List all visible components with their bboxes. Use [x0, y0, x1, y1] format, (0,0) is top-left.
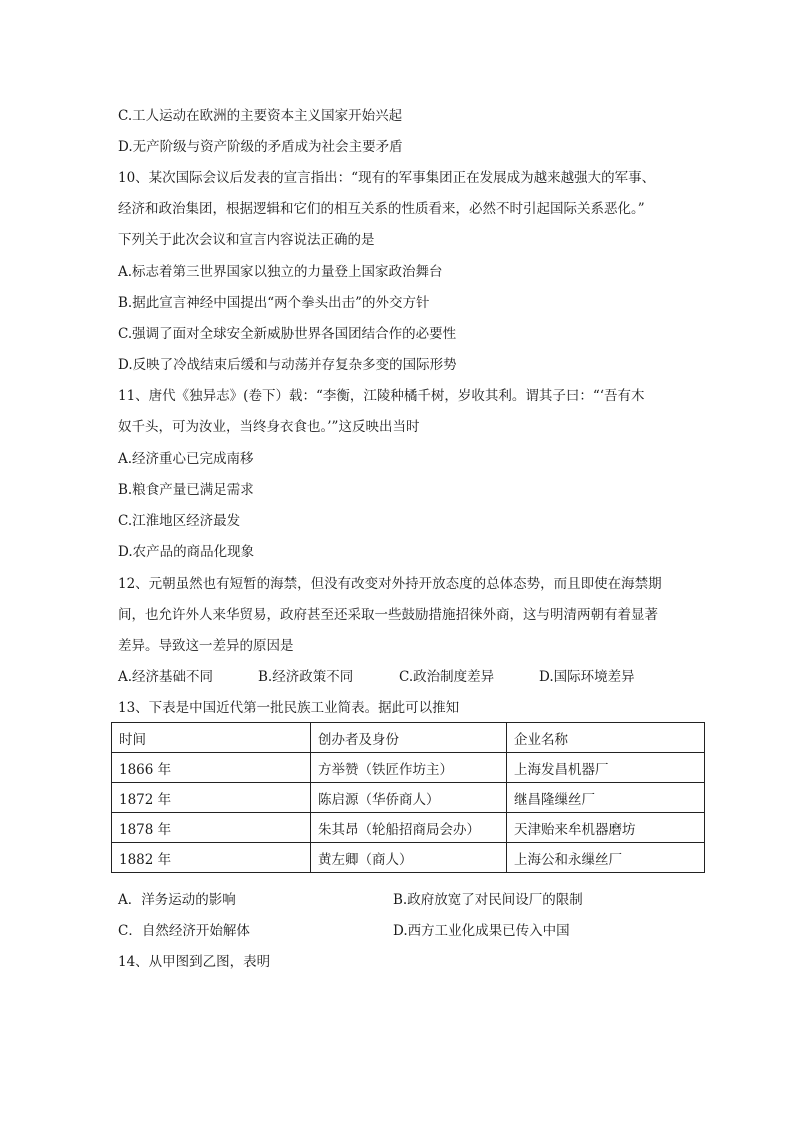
cell-founder: 黄左卿（商人）: [311, 843, 507, 873]
q13-options-row-2: [118, 919, 708, 939]
table-row: [112, 843, 705, 873]
header-founder: 创办者及身份: [311, 723, 507, 753]
q11-option-d: D.农产品的商品化现象: [118, 544, 255, 560]
q12-option-c: C.政治制度差异: [399, 669, 495, 685]
cell-time: 1878 年: [112, 813, 311, 843]
header-time: 时间: [112, 723, 311, 753]
q10-stem-line-3: 下列关于此次会议和宣言内容说法正确的是: [118, 232, 375, 248]
cell-time: 1882 年: [112, 843, 311, 873]
q13-option-d: D.西方工业化成果已传入中国: [393, 923, 570, 939]
q12-option-b: B.经济政策不同: [258, 669, 354, 685]
q10-stem-line-1: 10、某次国际会议后发表的宣言指出：“现有的军事集团正在发展成为越来越强大的军事、: [118, 170, 656, 186]
q11-option-a: A.经济重心已完成南移: [118, 451, 254, 467]
q12-option-d: D.国际环境差异: [539, 669, 635, 685]
q10-stem-line-2: 经济和政治集团，根据逻辑和它们的相互关系的性质看来，必然不时引起国际关系恶化。”: [118, 201, 645, 217]
q11-stem-line-1: 11、唐代《独异志》(卷下）载：“李衡，江陵种橘千树，岁收其利。谓其子曰：“‘吾有木: [118, 388, 645, 404]
cell-enterprise: 继昌隆缫丝厂: [507, 783, 705, 813]
q11-option-b: B.粮食产量已满足需求: [118, 482, 254, 498]
q12-options: [118, 665, 708, 685]
q10-option-b: B.据此宣言神经中国提出“两个拳头出击”的外交方针: [118, 295, 430, 311]
q13-options-row-1: [118, 888, 708, 908]
industry-table: [111, 722, 705, 873]
q13-stem: 13、下表是中国近代第一批民族工业简表。据此可以推知: [118, 700, 460, 716]
header-enterprise: 企业名称: [507, 723, 705, 753]
q12-stem-line-1: 12、元朝虽然也有短暂的海禁，但没有改变对外持开放态度的总体态势，而且即使在海禁期: [118, 576, 662, 592]
cell-time: 1872 年: [112, 783, 311, 813]
q11-stem-line-2: 奴千头，可为汝业，当终身衣食也。’”这反映出当时: [118, 419, 420, 435]
q12-option-a: A.经济基础不同: [118, 669, 214, 685]
cell-enterprise: 上海公和永缫丝厂: [507, 843, 705, 873]
q9-option-d: D.无产阶级与资产阶级的矛盾成为社会主要矛盾: [118, 139, 403, 155]
q10-option-d: D.反映了冷战结束后缓和与动荡并存复杂多变的国际形势: [118, 357, 457, 373]
q11-option-c: C.江淮地区经济最发: [118, 513, 241, 529]
cell-founder: 朱其昂（轮船招商局会办）: [311, 813, 507, 843]
cell-founder: 方举赞（铁匠作坊主）: [311, 753, 507, 783]
q14-stem: 14、从甲图到乙图，表明: [118, 954, 271, 970]
q10-option-c: C.强调了面对全球安全新威胁世界各国团结合作的必要性: [118, 326, 457, 342]
q12-stem-line-2: 间，也允许外人来华贸易，政府甚至还采取一些鼓励措施招徕外商，这与明清两朝有着显著: [118, 607, 658, 623]
q13-option-a: A．洋务运动的影响: [118, 892, 236, 908]
cell-enterprise: 天津贻来牟机器磨坊: [507, 813, 705, 843]
cell-time: 1866 年: [112, 753, 311, 783]
q13-option-b: B.政府放宽了对民间设厂的限制: [393, 892, 583, 908]
table-row: [112, 783, 705, 813]
table-row: [112, 813, 705, 843]
q13-option-c: C．自然经济开始解体: [118, 923, 250, 939]
cell-enterprise: 上海发昌机器厂: [507, 753, 705, 783]
table-row: [112, 753, 705, 783]
q9-option-c: C.工人运动在欧洲的主要资本主义国家开始兴起: [118, 108, 403, 124]
q12-stem-line-3: 差异。导致这一差异的原因是: [118, 638, 294, 654]
q10-option-a: A.标志着第三世界国家以独立的力量登上国家政治舞台: [118, 264, 443, 280]
cell-founder: 陈启源（华侨商人）: [311, 783, 507, 813]
table-header-row: [112, 723, 705, 753]
